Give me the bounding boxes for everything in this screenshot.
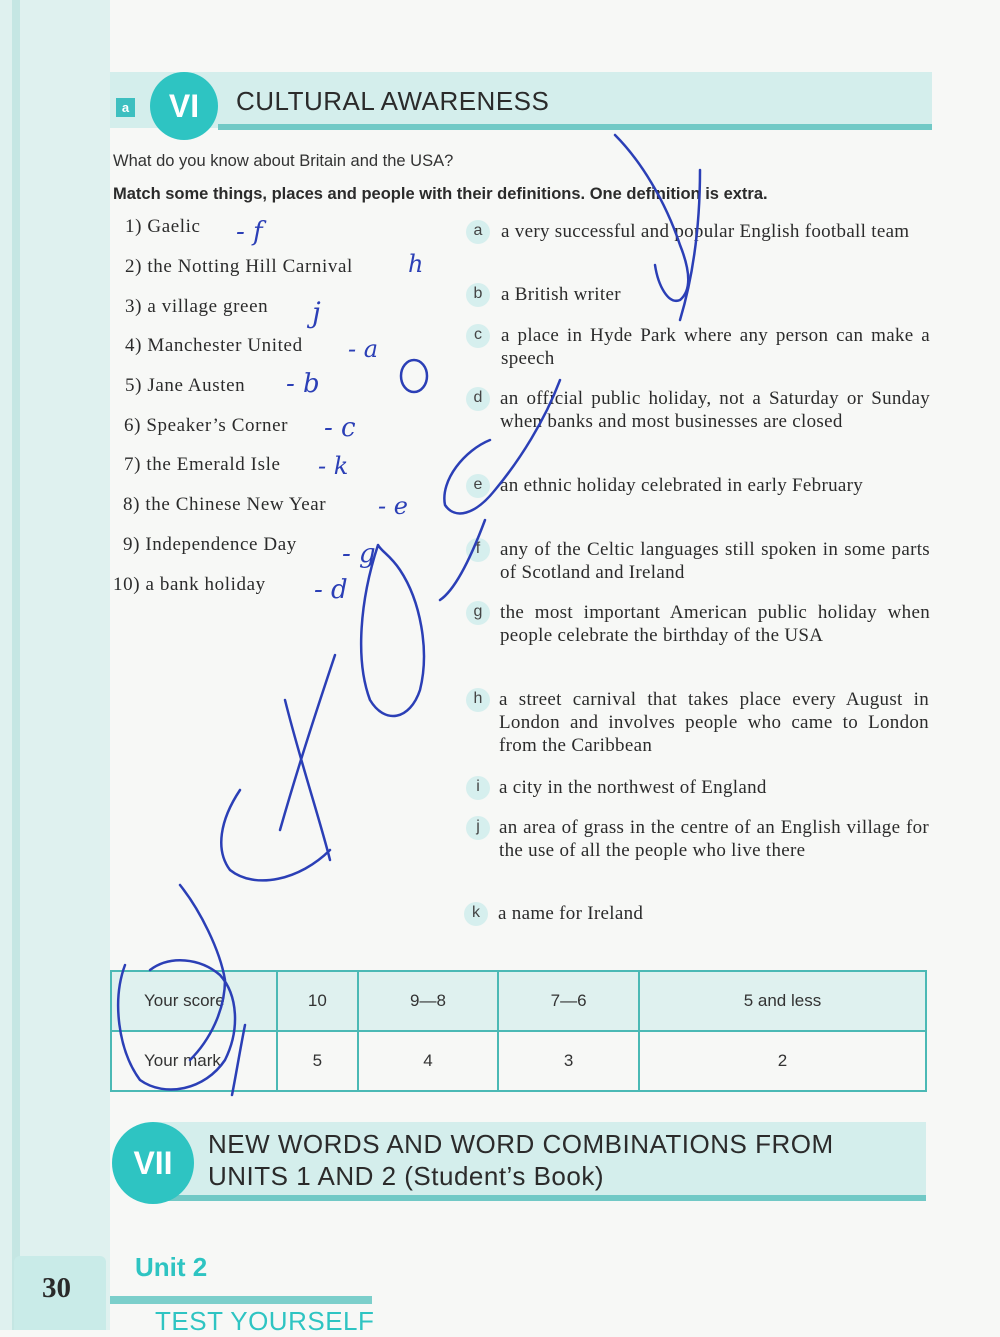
definition-letter: c (466, 324, 490, 348)
handwritten-answer: - e (378, 492, 408, 520)
section7-title-line1: NEW WORDS AND WORD COMBINATIONS FROM (208, 1129, 834, 1159)
section-number-badge: VI (150, 72, 218, 140)
score-cell: 9—8 (358, 971, 499, 1031)
table-row (111, 1031, 926, 1091)
definition-text: the most important American public holiday when people celebrate the birthday of the USA (500, 602, 930, 646)
handwritten-answer: - c (324, 413, 356, 443)
definition-text: a British writer (501, 284, 621, 305)
definition-text: any of the Celtic languages still spoken in some parts of Scotland and Ireland (500, 539, 930, 583)
handwritten-answer: - b (286, 369, 320, 399)
definition-letter: g (466, 601, 490, 625)
test-yourself-heading: TEST YOURSELF (155, 1306, 375, 1336)
match-item: 3) a village green (125, 296, 269, 317)
definition-text: a city in the northwest of England (499, 777, 767, 798)
definition-text: a very successful and popular English football team (501, 221, 910, 242)
definition-letter: h (466, 688, 490, 712)
definition-text: an ethnic holiday celebrated in early February (500, 475, 864, 496)
mark-cell: 3 (498, 1031, 639, 1091)
task-instruction: Match some things, places and people with their definitions. One definition is extra. (113, 185, 768, 203)
match-item: 5) Jane Austen (125, 375, 246, 396)
definition-text: a street carnival that takes place every August in London and involves people who came to London from the Caribbean (499, 689, 929, 756)
definition-letter: b (466, 283, 490, 307)
handwritten-answer: - a (348, 335, 379, 363)
score-cell: 5 and less (639, 971, 926, 1031)
definition-letter: d (466, 387, 490, 411)
section-header-underline (218, 124, 932, 130)
definition-text: an official public holiday, not a Saturday or Sunday when banks and most businesses are closed (500, 388, 930, 432)
match-item: 8) the Chinese New Year (123, 494, 327, 515)
match-item: 6) Speaker’s Corner (124, 415, 289, 436)
definition-text: an area of grass in the centre of an English village for the use of all the people who live there (499, 817, 929, 861)
match-item: 9) Independence Day (123, 534, 297, 555)
score-cell: 7—6 (498, 971, 639, 1031)
handwritten-answer: - d (314, 575, 348, 605)
handwritten-answer: - k (318, 452, 349, 480)
definition-letter: k (464, 902, 488, 926)
margin-strip (12, 0, 20, 1330)
handwritten-answer: h (408, 250, 424, 278)
definition-text: a place in Hyde Park where any person can make a speech (501, 325, 930, 369)
match-item: 10) a bank holiday (113, 574, 266, 595)
mark-cell: 5 (277, 1031, 358, 1091)
definition-letter: f (466, 538, 490, 562)
definition-letter: j (466, 816, 490, 840)
match-item: 7) the Emerald Isle (124, 454, 281, 475)
footer-underline (110, 1296, 372, 1304)
reading-task-icon: a (116, 98, 135, 117)
match-item: 2) the Notting Hill Carnival (125, 256, 353, 277)
score-table (110, 970, 927, 1092)
section7-underline (150, 1195, 926, 1201)
handwritten-answer: - f (236, 217, 263, 247)
handwritten-answer: - g (342, 539, 376, 569)
handwritten-answer: j (312, 296, 321, 329)
mark-cell: 2 (639, 1031, 926, 1091)
page-number: 30 (42, 1272, 71, 1304)
match-item: 4) Manchester United (125, 335, 303, 356)
mark-label: Your mark (111, 1031, 277, 1091)
score-label: Your score (111, 971, 277, 1031)
intro-question: What do you know about Britain and the USA? (113, 152, 454, 170)
section7-title (208, 1128, 834, 1192)
score-cell: 10 (277, 971, 358, 1031)
section7-number-badge: VII (112, 1122, 194, 1204)
table-row (111, 971, 926, 1031)
definition-text: a name for Ireland (498, 903, 644, 924)
definition-letter: a (466, 220, 490, 244)
definition-letter: e (466, 474, 490, 498)
unit-label: Unit 2 (135, 1252, 208, 1282)
section-title: CULTURAL AWARENESS (236, 86, 550, 116)
section7-title-line2: UNITS 1 AND 2 (Student’s Book) (208, 1161, 605, 1191)
definition-letter: i (466, 776, 490, 800)
match-item: 1) Gaelic (125, 216, 201, 237)
mark-cell: 4 (358, 1031, 499, 1091)
